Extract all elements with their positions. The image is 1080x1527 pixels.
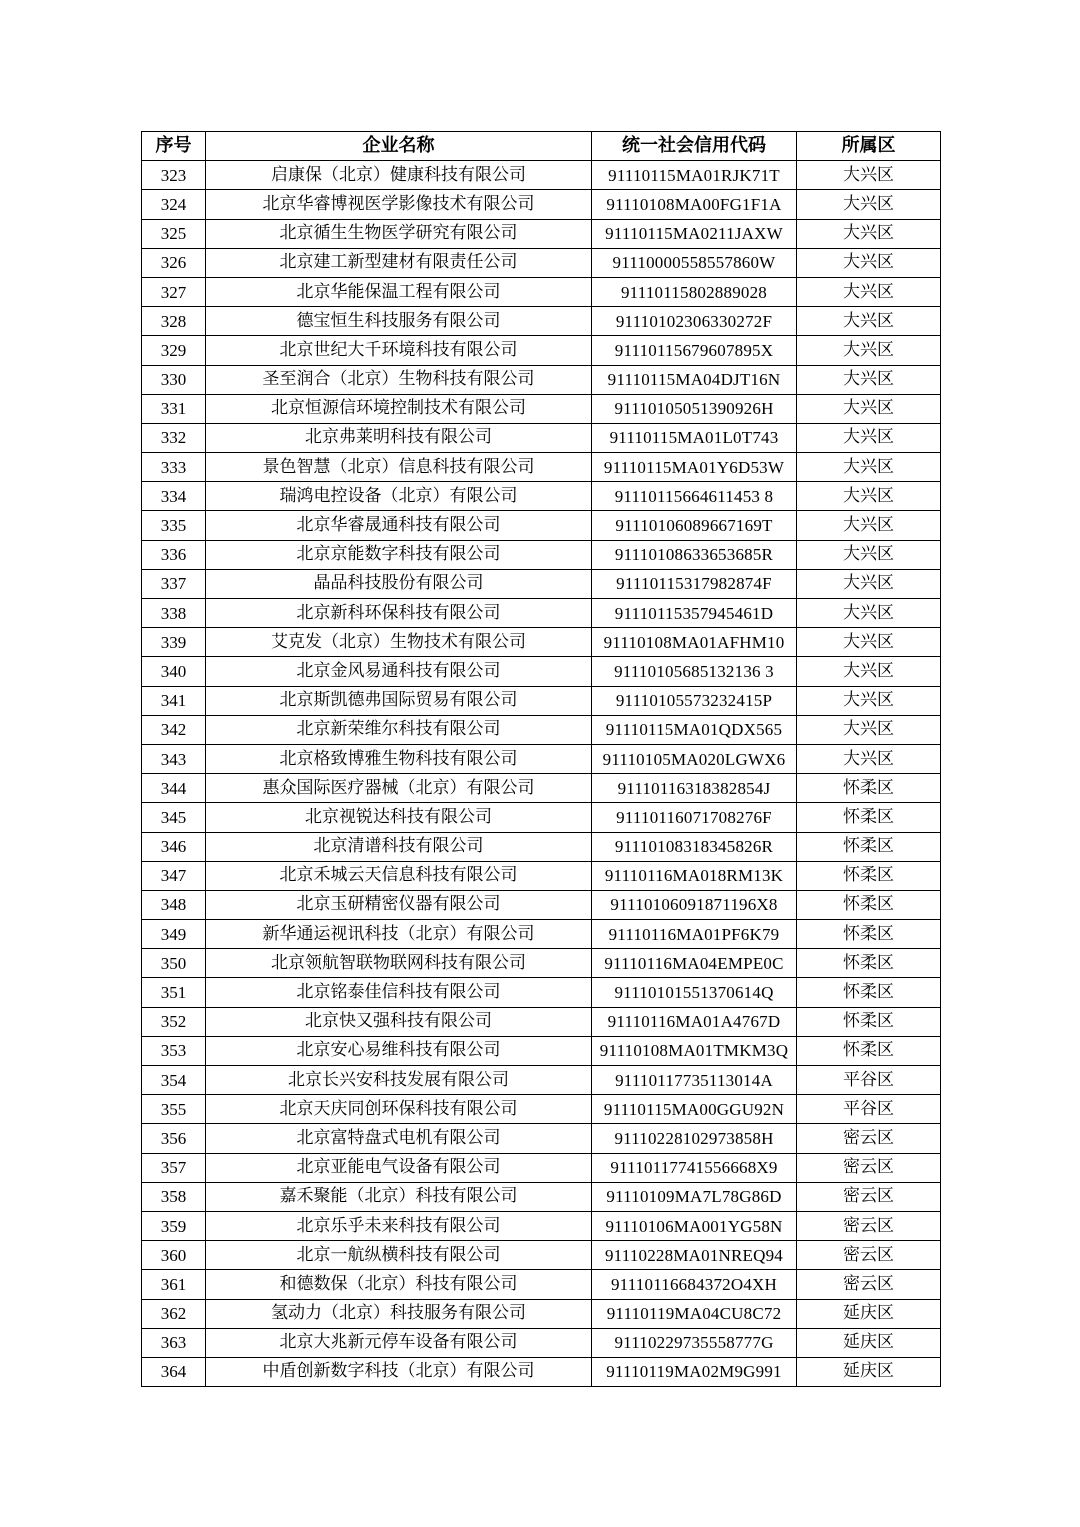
table-row bbox=[142, 1095, 941, 1124]
cell-company-name: 北京乐乎未来科技有限公司 bbox=[206, 1211, 592, 1240]
cell-district: 怀柔区 bbox=[797, 949, 941, 978]
cell-district: 大兴区 bbox=[797, 277, 941, 306]
cell-seq: 363 bbox=[142, 1328, 206, 1357]
cell-company-name: 北京长兴安科技发展有限公司 bbox=[206, 1066, 592, 1095]
cell-credit-code: 91110105051390926H bbox=[592, 394, 797, 423]
table-row bbox=[142, 1007, 941, 1036]
cell-seq: 337 bbox=[142, 569, 206, 598]
cell-district: 大兴区 bbox=[797, 190, 941, 219]
cell-district: 延庆区 bbox=[797, 1357, 941, 1386]
cell-seq: 350 bbox=[142, 949, 206, 978]
cell-company-name: 北京世纪大千环境科技有限公司 bbox=[206, 336, 592, 365]
cell-credit-code: 91110117741556668X9 bbox=[592, 1153, 797, 1182]
table-row bbox=[142, 1328, 941, 1357]
cell-seq: 335 bbox=[142, 511, 206, 540]
cell-seq: 338 bbox=[142, 599, 206, 628]
cell-district: 怀柔区 bbox=[797, 774, 941, 803]
cell-company-name: 北京华睿晟通科技有限公司 bbox=[206, 511, 592, 540]
enterprise-table bbox=[141, 131, 941, 1387]
cell-credit-code: 91110119MA02M9G991 bbox=[592, 1357, 797, 1386]
cell-company-name: 北京天庆同创环保科技有限公司 bbox=[206, 1095, 592, 1124]
cell-company-name: 氢动力（北京）科技服务有限公司 bbox=[206, 1299, 592, 1328]
cell-seq: 327 bbox=[142, 277, 206, 306]
cell-district: 大兴区 bbox=[797, 336, 941, 365]
cell-company-name: 景色智慧（北京）信息科技有限公司 bbox=[206, 453, 592, 482]
table-header-row bbox=[142, 132, 941, 161]
cell-credit-code: 91110105573232415P bbox=[592, 686, 797, 715]
cell-company-name: 中盾创新数字科技（北京）有限公司 bbox=[206, 1357, 592, 1386]
cell-district: 大兴区 bbox=[797, 248, 941, 277]
cell-seq: 336 bbox=[142, 540, 206, 569]
cell-district: 怀柔区 bbox=[797, 832, 941, 861]
cell-seq: 340 bbox=[142, 657, 206, 686]
cell-company-name: 北京富特盘式电机有限公司 bbox=[206, 1124, 592, 1153]
cell-credit-code: 91110108MA00FG1F1A bbox=[592, 190, 797, 219]
cell-credit-code: 91110119MA04CU8C72 bbox=[592, 1299, 797, 1328]
table-row bbox=[142, 978, 941, 1007]
cell-seq: 354 bbox=[142, 1066, 206, 1095]
cell-seq: 342 bbox=[142, 715, 206, 744]
cell-credit-code: 91110117735113014A bbox=[592, 1066, 797, 1095]
cell-district: 大兴区 bbox=[797, 307, 941, 336]
cell-credit-code: 91110115MA01Y6D53W bbox=[592, 453, 797, 482]
cell-credit-code: 91110106MA001YG58N bbox=[592, 1211, 797, 1240]
table-row bbox=[142, 1357, 941, 1386]
table-row bbox=[142, 1036, 941, 1065]
cell-district: 平谷区 bbox=[797, 1095, 941, 1124]
cell-district: 怀柔区 bbox=[797, 920, 941, 949]
cell-district: 密云区 bbox=[797, 1182, 941, 1211]
cell-credit-code: 91110108633653685R bbox=[592, 540, 797, 569]
cell-company-name: 北京华能保温工程有限公司 bbox=[206, 277, 592, 306]
cell-seq: 345 bbox=[142, 803, 206, 832]
cell-seq: 346 bbox=[142, 832, 206, 861]
cell-district: 怀柔区 bbox=[797, 890, 941, 919]
table-row bbox=[142, 715, 941, 744]
cell-credit-code: 91110228MA01NREQ94 bbox=[592, 1241, 797, 1270]
cell-seq: 330 bbox=[142, 365, 206, 394]
cell-company-name: 晶品科技股份有限公司 bbox=[206, 569, 592, 598]
table-row bbox=[142, 1241, 941, 1270]
cell-district: 大兴区 bbox=[797, 453, 941, 482]
cell-company-name: 启康保（北京）健康科技有限公司 bbox=[206, 161, 592, 190]
cell-district: 密云区 bbox=[797, 1124, 941, 1153]
table-row bbox=[142, 657, 941, 686]
cell-credit-code: 91110108318345826R bbox=[592, 832, 797, 861]
cell-credit-code: 91110109MA7L78G86D bbox=[592, 1182, 797, 1211]
cell-credit-code: 91110105685132136 3 bbox=[592, 657, 797, 686]
cell-credit-code: 91110115317982874F bbox=[592, 569, 797, 598]
cell-credit-code: 91110115802889028 bbox=[592, 277, 797, 306]
table-row bbox=[142, 1270, 941, 1299]
cell-seq: 332 bbox=[142, 423, 206, 452]
cell-district: 大兴区 bbox=[797, 423, 941, 452]
table-row bbox=[142, 1153, 941, 1182]
cell-credit-code: 91110106091871196X8 bbox=[592, 890, 797, 919]
cell-seq: 359 bbox=[142, 1211, 206, 1240]
cell-seq: 324 bbox=[142, 190, 206, 219]
cell-company-name: 北京建工新型建材有限责任公司 bbox=[206, 248, 592, 277]
cell-company-name: 北京清谱科技有限公司 bbox=[206, 832, 592, 861]
cell-credit-code: 91110115MA00GGU92N bbox=[592, 1095, 797, 1124]
cell-seq: 358 bbox=[142, 1182, 206, 1211]
cell-company-name: 北京京能数字科技有限公司 bbox=[206, 540, 592, 569]
cell-district: 延庆区 bbox=[797, 1299, 941, 1328]
cell-credit-code: 91110115664611453 8 bbox=[592, 482, 797, 511]
table-row bbox=[142, 920, 941, 949]
cell-seq: 328 bbox=[142, 307, 206, 336]
cell-company-name: 北京新荣维尔科技有限公司 bbox=[206, 715, 592, 744]
cell-district: 密云区 bbox=[797, 1241, 941, 1270]
cell-district: 大兴区 bbox=[797, 686, 941, 715]
cell-district: 大兴区 bbox=[797, 365, 941, 394]
cell-seq: 356 bbox=[142, 1124, 206, 1153]
table-row bbox=[142, 453, 941, 482]
cell-district: 大兴区 bbox=[797, 599, 941, 628]
cell-credit-code: 91110101551370614Q bbox=[592, 978, 797, 1007]
cell-district: 密云区 bbox=[797, 1211, 941, 1240]
cell-credit-code: 91110000558557860W bbox=[592, 248, 797, 277]
cell-district: 怀柔区 bbox=[797, 861, 941, 890]
cell-seq: 353 bbox=[142, 1036, 206, 1065]
cell-seq: 329 bbox=[142, 336, 206, 365]
cell-company-name: 惠众国际医疗器械（北京）有限公司 bbox=[206, 774, 592, 803]
header-district: 所属区 bbox=[797, 132, 941, 161]
cell-seq: 347 bbox=[142, 861, 206, 890]
cell-company-name: 北京格致博雅生物科技有限公司 bbox=[206, 744, 592, 773]
cell-company-name: 艾克发（北京）生物技术有限公司 bbox=[206, 628, 592, 657]
table-row bbox=[142, 394, 941, 423]
cell-seq: 362 bbox=[142, 1299, 206, 1328]
cell-company-name: 北京亚能电气设备有限公司 bbox=[206, 1153, 592, 1182]
cell-company-name: 北京大兆新元停车设备有限公司 bbox=[206, 1328, 592, 1357]
cell-district: 大兴区 bbox=[797, 540, 941, 569]
table-row bbox=[142, 1124, 941, 1153]
cell-company-name: 北京弗莱明科技有限公司 bbox=[206, 423, 592, 452]
table-row bbox=[142, 890, 941, 919]
table-row bbox=[142, 307, 941, 336]
cell-company-name: 北京新科环保科技有限公司 bbox=[206, 599, 592, 628]
cell-company-name: 北京恒源信环境控制技术有限公司 bbox=[206, 394, 592, 423]
cell-company-name: 嘉禾聚能（北京）科技有限公司 bbox=[206, 1182, 592, 1211]
cell-district: 大兴区 bbox=[797, 628, 941, 657]
table-row bbox=[142, 540, 941, 569]
cell-seq: 355 bbox=[142, 1095, 206, 1124]
cell-district: 大兴区 bbox=[797, 715, 941, 744]
cell-company-name: 圣至润合（北京）生物科技有限公司 bbox=[206, 365, 592, 394]
cell-company-name: 北京玉研精密仪器有限公司 bbox=[206, 890, 592, 919]
table-row bbox=[142, 832, 941, 861]
table-row bbox=[142, 1182, 941, 1211]
cell-credit-code: 91110115MA04DJT16N bbox=[592, 365, 797, 394]
cell-district: 怀柔区 bbox=[797, 978, 941, 1007]
cell-district: 大兴区 bbox=[797, 161, 941, 190]
table-row bbox=[142, 1211, 941, 1240]
cell-credit-code: 91110116MA01PF6K79 bbox=[592, 920, 797, 949]
cell-company-name: 北京禾城云天信息科技有限公司 bbox=[206, 861, 592, 890]
cell-company-name: 瑞鸿电控设备（北京）有限公司 bbox=[206, 482, 592, 511]
cell-seq: 349 bbox=[142, 920, 206, 949]
cell-seq: 334 bbox=[142, 482, 206, 511]
table-row bbox=[142, 423, 941, 452]
cell-seq: 323 bbox=[142, 161, 206, 190]
cell-seq: 361 bbox=[142, 1270, 206, 1299]
cell-district: 密云区 bbox=[797, 1270, 941, 1299]
cell-district: 大兴区 bbox=[797, 569, 941, 598]
cell-company-name: 北京斯凯德弗国际贸易有限公司 bbox=[206, 686, 592, 715]
cell-seq: 333 bbox=[142, 453, 206, 482]
table-row bbox=[142, 1299, 941, 1328]
table-row bbox=[142, 569, 941, 598]
cell-credit-code: 91110115MA0211JAXW bbox=[592, 219, 797, 248]
table-row bbox=[142, 365, 941, 394]
header-company-name: 企业名称 bbox=[206, 132, 592, 161]
cell-district: 怀柔区 bbox=[797, 803, 941, 832]
table-row bbox=[142, 861, 941, 890]
table-body bbox=[142, 161, 941, 1387]
cell-district: 大兴区 bbox=[797, 394, 941, 423]
cell-company-name: 北京一航纵横科技有限公司 bbox=[206, 1241, 592, 1270]
cell-district: 大兴区 bbox=[797, 482, 941, 511]
cell-credit-code: 91110115MA01L0T743 bbox=[592, 423, 797, 452]
cell-company-name: 德宝恒生科技服务有限公司 bbox=[206, 307, 592, 336]
cell-credit-code: 91110116684372O4XH bbox=[592, 1270, 797, 1299]
cell-credit-code: 91110116MA01A4767D bbox=[592, 1007, 797, 1036]
cell-credit-code: 91110102306330272F bbox=[592, 307, 797, 336]
cell-seq: 344 bbox=[142, 774, 206, 803]
cell-seq: 364 bbox=[142, 1357, 206, 1386]
table-row bbox=[142, 336, 941, 365]
table-row bbox=[142, 277, 941, 306]
cell-credit-code: 91110116071708276F bbox=[592, 803, 797, 832]
cell-seq: 351 bbox=[142, 978, 206, 1007]
cell-credit-code: 91110108MA01TMKM3Q bbox=[592, 1036, 797, 1065]
cell-credit-code: 91110105MA020LGWX6 bbox=[592, 744, 797, 773]
table-row bbox=[142, 744, 941, 773]
header-seq: 序号 bbox=[142, 132, 206, 161]
cell-seq: 360 bbox=[142, 1241, 206, 1270]
cell-credit-code: 91110228102973858H bbox=[592, 1124, 797, 1153]
cell-district: 怀柔区 bbox=[797, 1036, 941, 1065]
cell-company-name: 北京金风易通科技有限公司 bbox=[206, 657, 592, 686]
cell-seq: 352 bbox=[142, 1007, 206, 1036]
cell-credit-code: 91110115MA01RJK71T bbox=[592, 161, 797, 190]
cell-seq: 339 bbox=[142, 628, 206, 657]
cell-district: 平谷区 bbox=[797, 1066, 941, 1095]
cell-credit-code: 91110229735558777G bbox=[592, 1328, 797, 1357]
cell-seq: 325 bbox=[142, 219, 206, 248]
cell-company-name: 北京视锐达科技有限公司 bbox=[206, 803, 592, 832]
cell-district: 大兴区 bbox=[797, 219, 941, 248]
cell-credit-code: 91110116MA018RM13K bbox=[592, 861, 797, 890]
table-row bbox=[142, 248, 941, 277]
table-row bbox=[142, 949, 941, 978]
cell-seq: 341 bbox=[142, 686, 206, 715]
cell-credit-code: 91110106089667169T bbox=[592, 511, 797, 540]
cell-company-name: 北京快又强科技有限公司 bbox=[206, 1007, 592, 1036]
cell-company-name: 北京安心易维科技有限公司 bbox=[206, 1036, 592, 1065]
table-row bbox=[142, 482, 941, 511]
table-row bbox=[142, 219, 941, 248]
table-row bbox=[142, 599, 941, 628]
cell-company-name: 北京铭泰佳信科技有限公司 bbox=[206, 978, 592, 1007]
cell-credit-code: 91110115357945461D bbox=[592, 599, 797, 628]
table-row bbox=[142, 161, 941, 190]
table-row bbox=[142, 511, 941, 540]
cell-district: 大兴区 bbox=[797, 744, 941, 773]
header-credit-code: 统一社会信用代码 bbox=[592, 132, 797, 161]
cell-credit-code: 91110115679607895X bbox=[592, 336, 797, 365]
cell-company-name: 和德数保（北京）科技有限公司 bbox=[206, 1270, 592, 1299]
cell-credit-code: 91110116MA04EMPE0C bbox=[592, 949, 797, 978]
cell-district: 密云区 bbox=[797, 1153, 941, 1182]
cell-seq: 331 bbox=[142, 394, 206, 423]
cell-district: 大兴区 bbox=[797, 511, 941, 540]
cell-credit-code: 91110116318382854J bbox=[592, 774, 797, 803]
cell-seq: 357 bbox=[142, 1153, 206, 1182]
cell-district: 怀柔区 bbox=[797, 1007, 941, 1036]
cell-credit-code: 91110108MA01AFHM10 bbox=[592, 628, 797, 657]
table-row bbox=[142, 803, 941, 832]
cell-seq: 326 bbox=[142, 248, 206, 277]
cell-company-name: 北京领航智联物联网科技有限公司 bbox=[206, 949, 592, 978]
table-row bbox=[142, 190, 941, 219]
table-row bbox=[142, 686, 941, 715]
cell-company-name: 北京循生生物医学研究有限公司 bbox=[206, 219, 592, 248]
cell-credit-code: 91110115MA01QDX565 bbox=[592, 715, 797, 744]
cell-company-name: 新华通运视讯科技（北京）有限公司 bbox=[206, 920, 592, 949]
cell-company-name: 北京华睿博视医学影像技术有限公司 bbox=[206, 190, 592, 219]
table-row bbox=[142, 774, 941, 803]
table-row bbox=[142, 628, 941, 657]
cell-seq: 343 bbox=[142, 744, 206, 773]
cell-seq: 348 bbox=[142, 890, 206, 919]
cell-district: 延庆区 bbox=[797, 1328, 941, 1357]
cell-district: 大兴区 bbox=[797, 657, 941, 686]
table-row bbox=[142, 1066, 941, 1095]
